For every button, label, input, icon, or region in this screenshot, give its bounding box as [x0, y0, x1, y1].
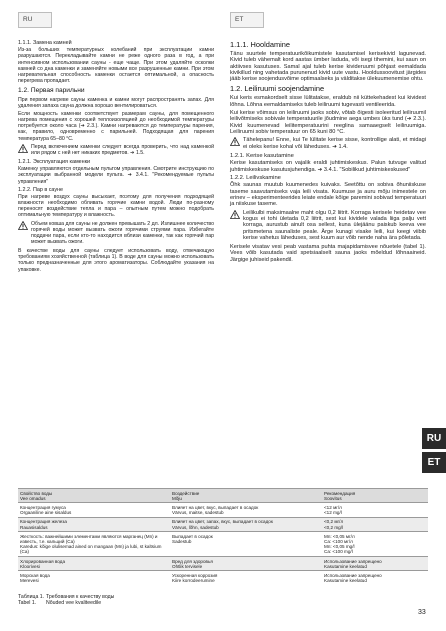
paragraph: В качестве воды для сауны следует использовать воду, отвечающую требованиям хозяйственной (таблица 1). В воде для сауны можно использовать только предназначенные для этого ароматизаторы. Соблюдайте указания на упаковке.: [18, 248, 214, 273]
section-title: 1.2.2. Leilivskamine: [230, 174, 281, 181]
water-quality-table: [18, 488, 428, 585]
warning-note: [230, 137, 426, 150]
warning-note: [230, 210, 426, 241]
table-header: Воздействие Mõju: [170, 489, 322, 503]
section-title: 1.2.1. Эксплуатация каменки: [18, 159, 90, 166]
caption-number: Tabel 1.: [18, 600, 37, 607]
paragraph: При нагреве воздух сауны высыхает, поэтому для получения подходящей влажности необходимо обливать горячие камни водой. Люди по-разному переносят воздействие тепла и пара – опытным путем можно подобрать оптимальную температуру и влажность.: [18, 193, 214, 219]
warning-text: Leilikulbi maksimaalne maht olgu 0,2 liitrit. Korraga kerisele heidetav vee kogus ei tohi ületada 0,2 liitrit, sest kui kividele valada liiga palju vett korraga, aurustub ainult osa sellest, kuna ülejäänu paiskub keeva vee pritsmetena saunaliste peale. Ärge kunagi visake leili, kui keegi viibib kerise vahetus läheduses, sest kuum aur võib nende naha ära põletada.: [243, 209, 426, 241]
section-title: 1.2.1. Kerise kasutamine: [230, 152, 294, 159]
warning-icon: [18, 144, 28, 153]
table-cell: Вред для здоровья Ohtlik tervisele: [170, 557, 322, 571]
section-title: 1.1.1. Hooldamine: [230, 40, 290, 49]
page-number: 33: [418, 609, 426, 616]
warning-note: [18, 144, 214, 156]
header-lang-et: ET: [230, 12, 264, 28]
caption-text: Требования к качеству воды: [46, 594, 115, 600]
table-row: [18, 503, 428, 517]
paragraph: Если мощность каменки соответствует размерам сауны, для помещенного нагрева помещения с хорошей теплоизоляцией до необходимой температуры потребуется около часа (➔ 2.3.). Камни нагреваются до температуры парения, как, правило, одновременно с парильней. Подходящая для парения температура 65–80 °C.: [18, 110, 214, 142]
column-ru: [18, 38, 214, 275]
column-et: [230, 38, 426, 265]
warning-text: Перед включением каменки следует всегда проверить, что над каменкой или рядом с ней нет никаких предметов. ➔ 1.5.: [31, 143, 214, 156]
table-cell: Концентрация гумуса Orgaaniline aine sisaldus: [18, 503, 170, 517]
table-cell: Mn: <0,05 мг/л Ca: <100 мг/л Mn: <0,05 mg/l Ca: <100 mg/l: [322, 532, 428, 557]
table-cell: <12 мг/л <12 mg/l: [322, 503, 428, 517]
section-title: 1.2. Первая парильни: [18, 87, 85, 95]
table-cell: <0,2 мг/л <0,2 mg/l: [322, 517, 428, 531]
section-title: 1.1.1. Замена камней: [18, 40, 72, 46]
table-cell: Использование запрещено Kasutamine keelatud: [322, 571, 428, 585]
warning-text: Объем ковша для сауны не должен превышать 2 дл. Излишнее количество горячей воды может вызвать ожоги горячими струями пара. Избегайте поддачи пара, если кто-то находится вблизи каменки, так как горячий пар может вызвать ожоги.: [31, 220, 214, 246]
paragraph: Kui keris esmakordselt sisse lülitatakse, eraldub nii küttekehadest kui kividest lõhna. Lõhna eemaldamiseks tuleb leiliruumi tugevasti ventileerida.: [230, 95, 426, 108]
table-cell: Влияет на цвет, вкус, выпадает в осадок Värvus, maitse, sadestub: [170, 503, 322, 517]
paragraph: Kerisele visatav vesi peab vastama puhta majapidamisvee nõuetele (tabel 1). Vees võib kasutada vaid spetsiaalselt sauna jaoks mõeldud lõhnaaineid. Järgige juhiseid pakendil.: [230, 244, 426, 263]
paragraph: Kui kerise võimsus on leiliruumi jaoks sobiv, võtab õigesti isoleeritud leiliruumil leilivõtmiseks sobivale temperatuurile jõudmine aega umbes üks tund (➔ 2.3.). Kivid kuumenevad leilitemperatuurini reeglina samaaegselt leiliruumiga. Leiliruumi sobiv temperatuur on 65 kuni 80 °C.: [230, 110, 426, 135]
table-header: Свойство воды Vee omadus: [18, 489, 170, 503]
warning-icon: [230, 210, 240, 219]
table-header-row: [18, 489, 428, 503]
warning-text: Tähelepanu! Enne, kui Te lülitate kerise sisse, kontrollige alati, et midagi ei oleks kerise kohal või läheduses. ➔ 1.4.: [243, 137, 426, 150]
paragraph: Õhk saunas muutub kuumenedes kuivaks. Seetõttu on sobiva õhuniiskuse taseme saavutamiseks vaja leili visata. Kuumuse ja auru mõju inimestele on erinev – eksperimenteerides leiate endale kõige paremini sobivad temperatuuri ja niiskuse taseme.: [230, 182, 426, 208]
paragraph: Tänu suurtele temperatuurikõikumistele kasutamisel kerisekivid lagunevad. Kivid tuleb vähemalt kord aastas ümber laduda, või isegi tihemini, kui saun on aktiivses kasutuses. Samal ajal tuleb kerise kivideruumi põhjast eemaldada kivikillud ning vahetada purunenud kivid uute vastu. Hooldussoovitust järgides jääb kerise soojendusvõime optimaalseks ja välditakse ülekuumenemise ohtu.: [230, 51, 426, 83]
caption-number: Таблица 1.: [18, 594, 45, 600]
table-row: [18, 517, 428, 531]
table-cell: Морская вода Merevesi: [18, 571, 170, 585]
table-cell: Влияет на цвет, запах, вкус, выпадает в осадок Värvus, lõhn, sadestub: [170, 517, 322, 531]
table-cell: Жесткость: важнейшими элементами являются марганец (Mn) и известь, т.е. кальций (Ca) Karedus: kõige olulisemad ained on mangaan (Mn) ja lubi, st kaltsium (Ca): [18, 532, 170, 557]
table-cell: Ускоренная коррозия Kiire korrodeerumine: [170, 571, 322, 585]
header-lang-ru: RU: [18, 12, 52, 28]
paragraph: Kerise kasutamiseks on vajalik eraldi juhtimiskeskus. Palun tutvuge valitud juhtimiskeskuse kasutusjuhendiga. ➔ 3.4.1. "Sobilikud juhtimiskeskused": [230, 160, 426, 173]
table-row: [18, 532, 428, 557]
section-title: 1.2. Leiliruumi soojendamine: [230, 84, 325, 94]
table-header: Рекомендация Soovitus: [322, 489, 428, 503]
paragraph: При первом нагреве сауны каменка и камни могут распространять запах. Для удаления запаха сауна должна хорошо вентилироваться.: [18, 96, 214, 109]
paragraph: Каменку управляются отдельным пультом управления. Смотрите инструкцию по эксплуатации выбранной модели пульта. ➔ 3.4.1. "Рекомендуемые пульты управления": [18, 166, 214, 185]
table-row: [18, 557, 428, 571]
table-cell: Хлорированная вода Kloorivesi: [18, 557, 170, 571]
table-cell: Использование запрещено Kasutamine keelatud: [322, 557, 428, 571]
warning-icon: [18, 221, 28, 230]
table-cell: Концентрация железа Rauasisaldus: [18, 517, 170, 531]
warning-icon: [230, 137, 240, 146]
side-tab-ru: RU: [422, 428, 446, 449]
paragraph: Из-за больших температурных колебаний при эксплуатации камни разрушаются. Перекладывайте камни не реже одного раза в год, а при интенсивном использовании сауны - еще чаще. При этом удаляйте осколки камней со дна каменки и заменяйте новыми все разрушенные камни. При этом нагревательная способность каменки остается оптимальной, а опасность перегрева пропадает.: [18, 47, 214, 84]
table-row: [18, 571, 428, 585]
warning-note: [18, 221, 214, 246]
caption-text: Nõuded vee kvaliteedile: [46, 600, 102, 607]
section-title: 1.2.2. Пар в сауне: [18, 186, 64, 193]
side-tab-et: ET: [422, 452, 446, 473]
table-caption: [18, 594, 114, 607]
table-cell: Выпадает в осадок Sadestub: [170, 532, 322, 557]
